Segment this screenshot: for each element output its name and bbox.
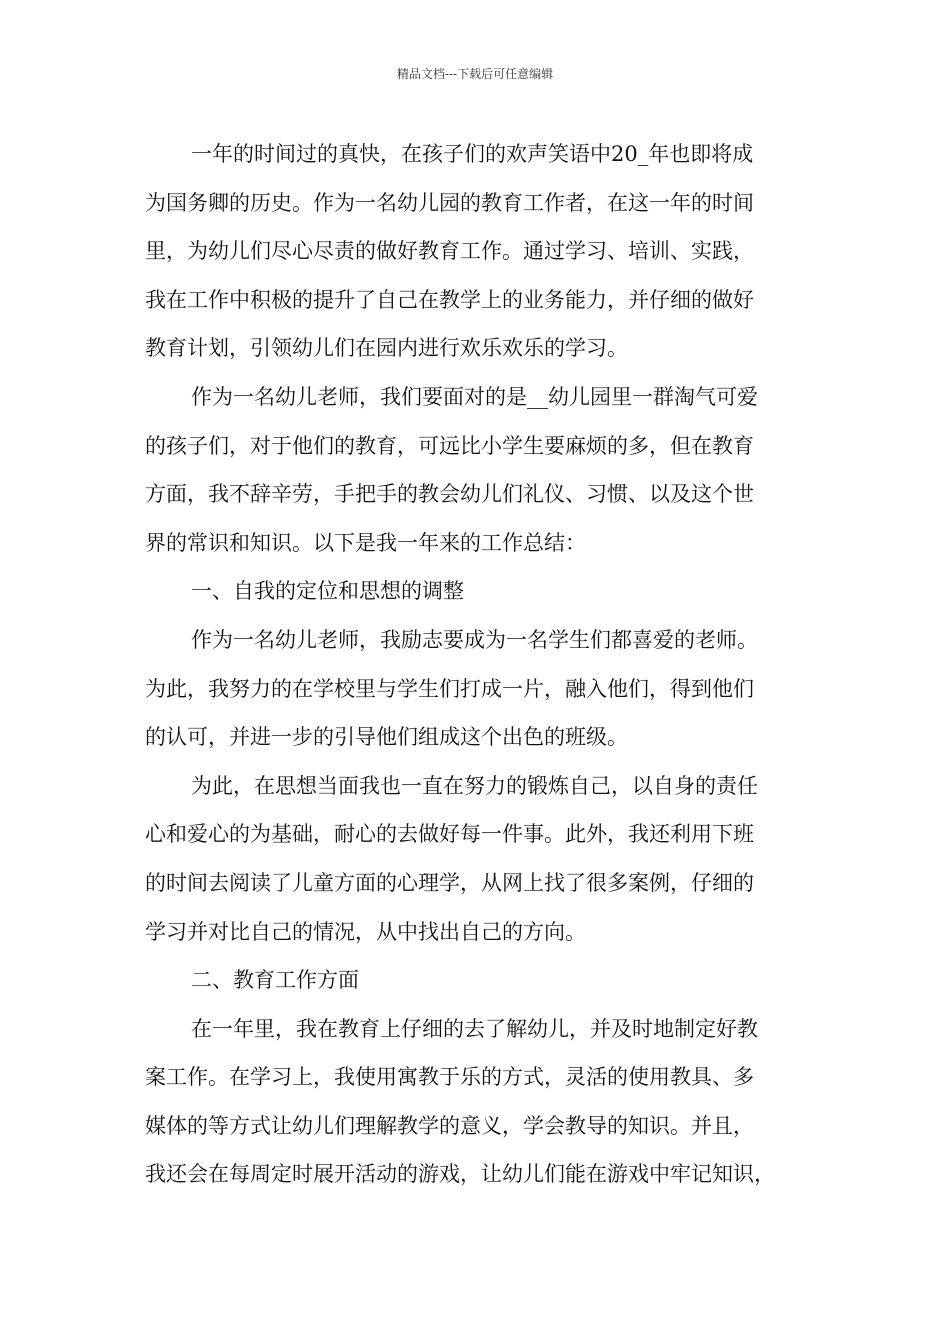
paragraph-line: 为国务卿的历史。作为一名幼儿园的教育工作者，在这一年的时间: [145, 190, 754, 215]
paragraph-line: 媒体的等方式让幼儿们理解教学的意义，学会教导的知识。并且，: [145, 1113, 754, 1138]
paragraph-line: 为此，在思想当面我也一直在努力的锻炼自己，以自身的责任: [191, 773, 758, 798]
paragraph-line: 案工作。在学习上，我使用寓教于乐的方式，灵活的使用教具、多: [145, 1065, 754, 1090]
paragraph-line: 心和爱心的为基础，耐心的去做好每一件事。此外，我还利用下班: [145, 822, 754, 847]
paragraph-line: 作为一名幼儿老师，我励志要成为一名学生们都喜爱的老师。: [191, 627, 758, 652]
paragraph-line: 我在工作中积极的提升了自己在教学上的业务能力，并仔细的做好: [145, 287, 754, 312]
paragraph-line: 的认可，并进一步的引导他们组成这个出色的班级。: [145, 725, 628, 750]
paragraph-line: 方面，我不辞辛劳，手把手的教会幼儿们礼仪、习惯、以及这个世: [145, 482, 754, 507]
document-body: [145, 130, 825, 1199]
paragraph-line: 里，为幼儿们尽心尽责的做好教育工作。通过学习、培训、实践，: [145, 239, 754, 264]
paragraph-line: 界的常识和知识。以下是我一年来的工作总结：: [145, 530, 586, 555]
paragraph-line: 的孩子们，对于他们的教育，可远比小学生要麻烦的多，但在教育: [145, 433, 754, 458]
section-heading: 二、教育工作方面: [191, 968, 359, 993]
paragraph-line: 学习并对比自己的情况，从中找出自己的方向。: [145, 919, 586, 944]
paragraph-line: 的时间去阅读了儿童方面的心理学，从网上找了很多案例，仔细的: [145, 870, 754, 895]
paragraph-line: 教育计划，引领幼儿们在园内进行欢乐欢乐的学习。: [145, 336, 628, 361]
paragraph-line: 我还会在每周定时展开活动的游戏，让幼儿们能在游戏中牢记知识，: [145, 1162, 775, 1187]
section-heading: 一、自我的定位和思想的调整: [191, 579, 464, 604]
paragraph-line: 一年的时间过的真快，在孩子们的欢声笑语中20_年也即将成: [191, 142, 754, 166]
paragraph-line: 在一年里，我在教育上仔细的去了解幼儿，并及时地制定好教: [191, 1016, 758, 1041]
paragraph-line: 作为一名幼儿老师，我们要面对的是__幼儿园里一群淘气可爱: [191, 384, 758, 409]
paragraph-line: 为此，我努力的在学校里与学生们打成一片，融入他们，得到他们: [145, 676, 754, 701]
page-header: 精品文档---下载后可任意编辑: [396, 67, 554, 81]
